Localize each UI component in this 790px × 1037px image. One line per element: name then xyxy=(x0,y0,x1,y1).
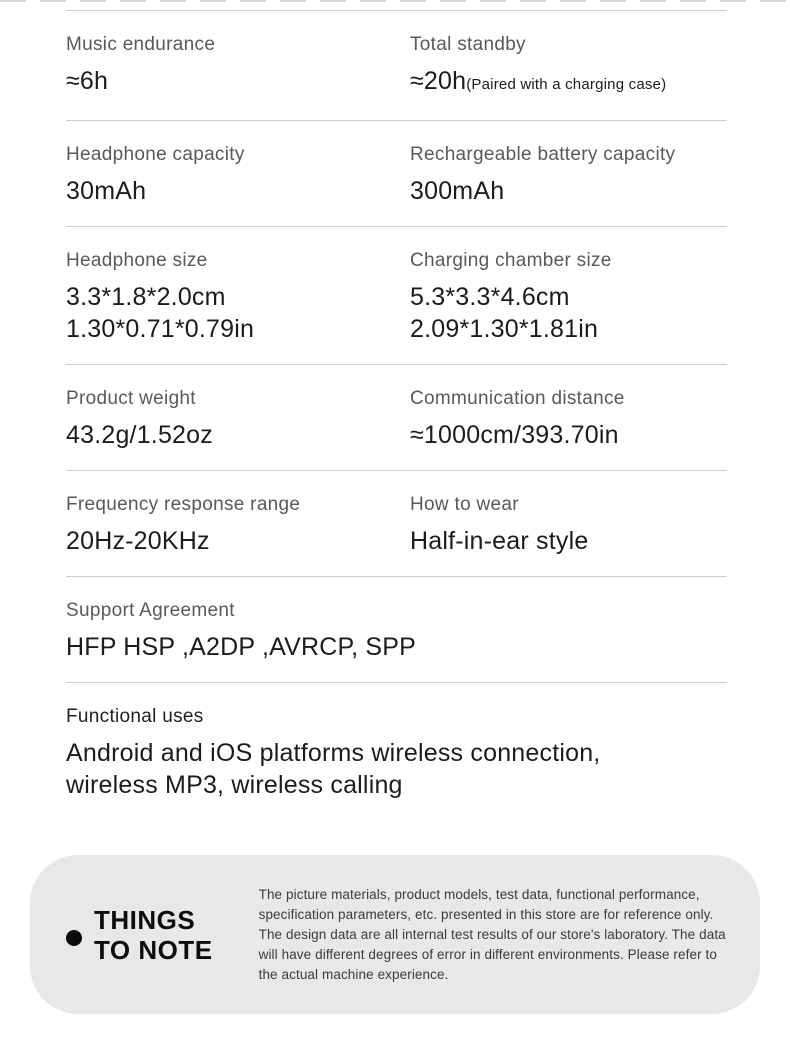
spec-cell xyxy=(410,33,727,100)
spec-value: Half-in-ear style xyxy=(410,527,589,555)
spec-label: Rechargeable battery capacity xyxy=(410,144,676,165)
spec-cell xyxy=(66,143,410,206)
spec-value: 1.30*0.71*0.79in xyxy=(66,315,255,343)
spec-row-endurance-standby xyxy=(0,11,790,120)
spec-label: Frequency response range xyxy=(66,494,301,515)
spec-label: Product weight xyxy=(66,388,196,409)
spec-value: 5.3*3.3*4.6cm xyxy=(410,283,570,311)
spec-cell xyxy=(410,493,727,556)
spec-value: 300mAh xyxy=(410,177,505,205)
note-title xyxy=(94,905,213,965)
spec-row-frequency-wear xyxy=(0,471,790,576)
spec-label: Total standby xyxy=(410,34,526,55)
spec-label: Functional uses xyxy=(66,706,204,727)
spec-cell xyxy=(66,249,410,344)
spec-label: Headphone capacity xyxy=(66,144,245,165)
things-to-note-box xyxy=(30,855,760,1014)
spec-value: 2.09*1.30*1.81in xyxy=(410,315,599,343)
spec-cell xyxy=(410,249,727,344)
spec-value xyxy=(410,66,727,100)
spec-value: 20Hz-20KHz xyxy=(66,527,210,555)
spec-label: Music endurance xyxy=(66,34,216,55)
spec-value: HFP HSP ,A2DP ,AVRCP, SPP xyxy=(66,633,417,661)
spec-value-main: ≈20h xyxy=(410,67,467,95)
spec-value: ≈6h xyxy=(66,67,109,95)
spec-row-size xyxy=(0,227,790,364)
spec-value: 3.3*1.8*2.0cm xyxy=(66,283,226,311)
spec-value: Android and iOS platforms wireless connection, xyxy=(66,739,601,767)
spec-cell xyxy=(66,33,410,100)
spec-row-support-agreement xyxy=(0,577,790,682)
spec-cell xyxy=(410,387,727,450)
spec-cell xyxy=(66,387,410,450)
spec-value: wireless MP3, wireless calling xyxy=(66,771,403,799)
spec-cell xyxy=(66,493,410,556)
spec-row-weight-distance xyxy=(0,365,790,470)
spec-label: Communication distance xyxy=(410,388,625,409)
spec-label: Headphone size xyxy=(66,250,208,271)
spec-row-functional-uses xyxy=(0,683,790,820)
note-title-group xyxy=(66,905,213,965)
spec-value: 43.2g/1.52oz xyxy=(66,421,213,449)
spec-label: How to wear xyxy=(410,494,519,515)
spec-label: Charging chamber size xyxy=(410,250,612,271)
cropped-content-artifact xyxy=(0,0,790,2)
spec-value-note: (Paired with a charging case) xyxy=(466,76,667,93)
note-body: The picture materials, product models, test data, functional performance, specification parameters, etc. presented in this store are for reference only. The design data are all internal test results of our store's laboratory. The data will have different degrees of error in different environments. Please refer to the actual machine experience. xyxy=(258,886,726,982)
note-title-line1: THINGS xyxy=(94,904,196,935)
spec-row-capacity xyxy=(0,121,790,226)
spec-value: ≈1000cm/393.70in xyxy=(410,421,619,449)
spec-cell xyxy=(410,143,727,206)
note-title-line2: TO NOTE xyxy=(94,934,213,965)
bullet-dot-icon xyxy=(66,930,82,946)
spec-label: Support Agreement xyxy=(66,600,235,621)
spec-value: 30mAh xyxy=(66,177,147,205)
